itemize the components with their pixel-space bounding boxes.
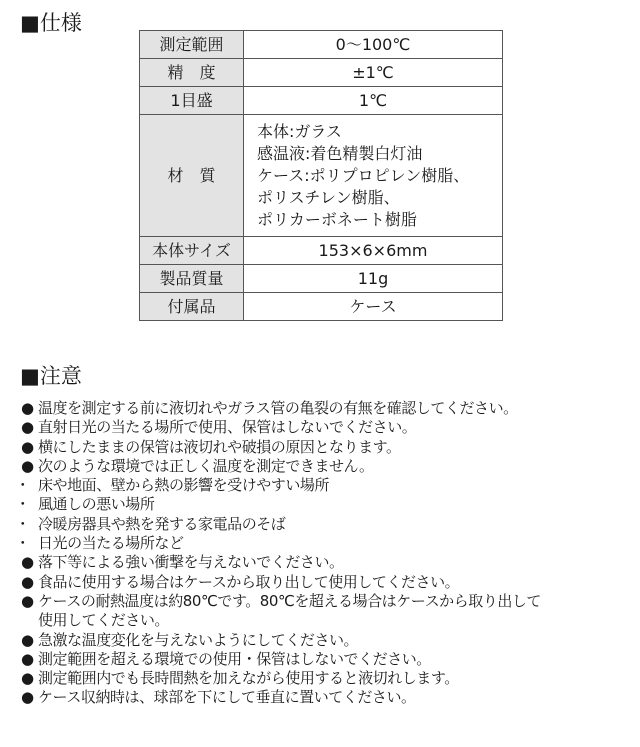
spec-row-graduation	[140, 87, 503, 115]
bullet-icon: ●	[21, 572, 34, 591]
spec-value: ±1℃	[244, 59, 503, 87]
spec-row-accuracy	[140, 59, 503, 87]
note-text: 測定範囲を超える環境での使用・保管はしないでください。	[38, 649, 431, 668]
spec-label: 製品質量	[140, 265, 244, 293]
note-continuation	[22, 611, 632, 630]
note-text: 落下等による強い衝撃を与えないでください。	[38, 553, 344, 572]
spec-table	[139, 30, 503, 321]
spec-label: 本体サイズ	[140, 237, 244, 265]
note-text: 日光の当たる場所など	[38, 534, 184, 553]
material-line: ケース:ポリプロピレン樹脂、	[257, 165, 470, 185]
dot-icon: ･	[19, 534, 27, 553]
bullet-icon: ●	[21, 399, 34, 417]
note-text: 床や地面、壁から熱の影響を受けやすい場所	[38, 476, 330, 495]
bullet-icon: ●	[21, 649, 34, 668]
note-text: 冷暖房器具や熱を発する家電品のそば	[38, 514, 286, 533]
material-line: ポリカーボネート樹脂	[257, 209, 417, 229]
spec-label: 付属品	[140, 293, 244, 321]
spec-value: ケース	[244, 293, 503, 321]
note-item	[22, 438, 632, 457]
note-text: 使用してください。	[38, 611, 169, 630]
bullet-icon: ●	[21, 630, 34, 649]
bullet-icon: ●	[21, 591, 34, 610]
note-item	[22, 553, 632, 572]
spec-row-material	[140, 115, 503, 237]
note-item	[22, 669, 632, 688]
note-item	[22, 688, 632, 707]
spec-value: 0～100℃	[244, 31, 503, 59]
spec-value: 11g	[244, 265, 503, 293]
note-item	[22, 457, 632, 476]
spec-value: 1℃	[244, 87, 503, 115]
note-text: 測定範囲内でも長時間熱を加えながら使用すると液切れします。	[38, 669, 459, 688]
spec-label: 測定範囲	[140, 31, 244, 59]
note-text: 横にしたままの保管は液切れや破損の原因となります。	[38, 437, 401, 456]
spec-row-weight	[140, 265, 503, 293]
bullet-icon: ●	[21, 669, 34, 688]
spec-row-size	[140, 237, 503, 265]
note-text: ケース収納時は、球部を下にして垂直に置いてください。	[38, 688, 416, 707]
spec-heading: ■仕様	[20, 11, 82, 35]
bullet-icon: ●	[21, 437, 34, 456]
spec-value: 153×6×6mm	[244, 237, 503, 265]
note-item	[22, 418, 632, 437]
note-item	[22, 573, 632, 592]
spec-row-accessory	[140, 293, 503, 321]
note-item	[22, 650, 632, 669]
dot-icon: ･	[19, 514, 27, 533]
note-text: 次のような環境では正しく温度を測定できません。	[38, 456, 374, 475]
note-item	[22, 592, 632, 611]
note-text: 温度を測定する前に液切れやガラス管の亀裂の有無を確認してください。	[38, 399, 518, 417]
material-line: 本体:ガラス	[257, 121, 342, 141]
note-text: 急激な温度変化を与えないようにしてください。	[38, 630, 359, 649]
material-line: ポリスチレン樹脂、	[257, 187, 400, 207]
note-subitem	[19, 534, 632, 553]
dot-icon: ･	[19, 495, 27, 514]
note-item	[22, 399, 632, 418]
spec-label: 材 質	[140, 115, 244, 237]
note-text: ケースの耐熱温度は約80℃です。80℃を超える場合はケースから取り出して	[38, 591, 541, 610]
notes-list	[19, 399, 632, 708]
bullet-icon: ●	[21, 553, 34, 572]
material-line: 感温液:着色精製白灯油	[257, 143, 423, 163]
spec-row-range	[140, 31, 503, 59]
bullet-icon: ●	[21, 688, 34, 707]
note-item	[22, 631, 632, 650]
note-text: 直射日光の当たる場所で使用、保管はしないでください。	[38, 418, 417, 437]
note-text: 食品に使用する場合はケースから取り出して使用してください。	[38, 572, 460, 591]
dot-icon: ･	[19, 476, 27, 495]
note-subitem	[19, 514, 632, 534]
notes-heading: ■注意	[20, 364, 82, 388]
note-subitem	[19, 495, 632, 514]
spec-material-value	[244, 115, 503, 237]
note-text: 風通しの悪い場所	[38, 495, 155, 514]
note-subitem	[19, 476, 632, 495]
spec-label: 精 度	[140, 59, 244, 87]
bullet-icon: ●	[21, 418, 34, 437]
spec-label: 1目盛	[140, 87, 244, 115]
bullet-icon: ●	[21, 456, 34, 475]
